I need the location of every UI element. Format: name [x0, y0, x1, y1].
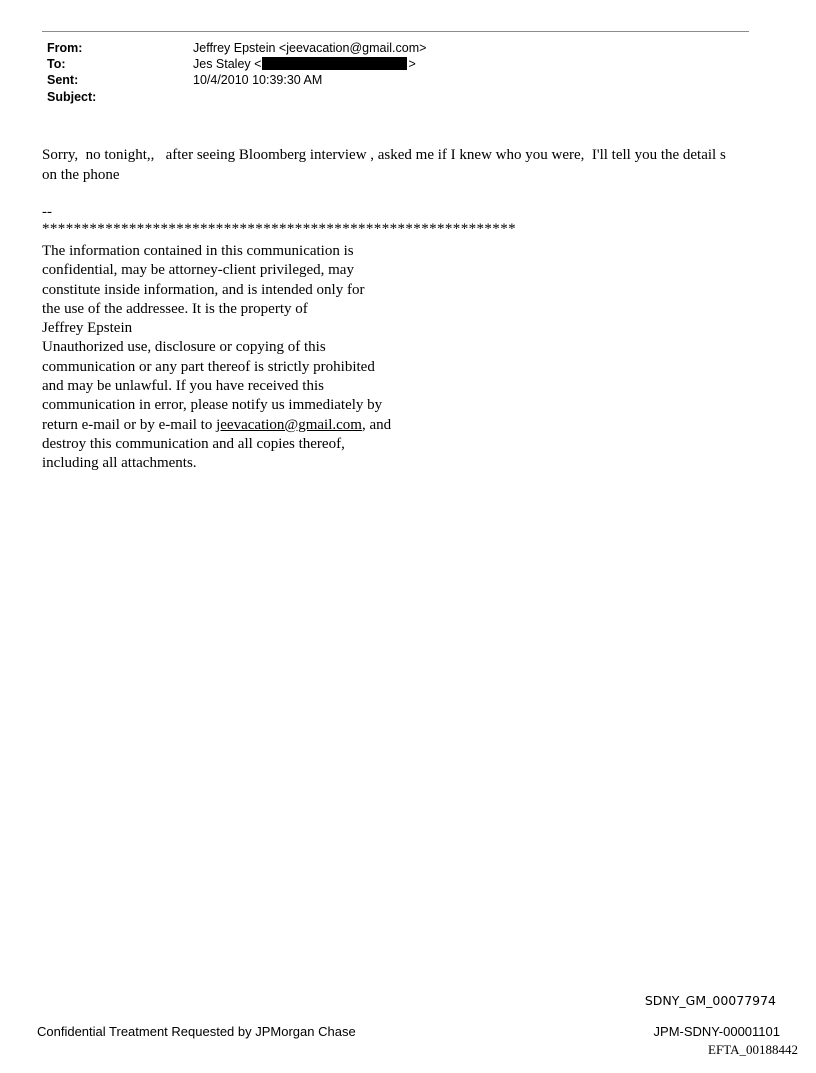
sent-label: Sent:: [47, 73, 79, 87]
signature-stars: ************************************************************: [42, 221, 516, 237]
disclaimer-line: constitute inside information, and is intended only for: [42, 281, 365, 298]
bates-efta: EFTA_00188442: [708, 1042, 798, 1057]
disclaimer-line: destroy this communication and all copies thereof,: [42, 435, 345, 452]
to-value: [193, 57, 416, 71]
to-name: Jes Staley <: [193, 57, 262, 71]
return-prefix: return e-mail or by e-mail to: [42, 416, 217, 433]
disclaimer-line: [42, 416, 391, 435]
disclaimer-line: the use of the addressee. It is the property of: [42, 300, 308, 317]
confidential-note: Confidential Treatment Requested by JPMorgan Chase: [37, 1024, 356, 1039]
bates-jpm: JPM-SDNY-00001101: [653, 1024, 780, 1039]
disclaimer-line: The information contained in this communication is: [42, 243, 354, 259]
return-suffix: , and: [361, 416, 392, 433]
email-link[interactable]: jeevacation@gmail.com: [216, 416, 362, 433]
signature-dash: --: [42, 204, 52, 220]
disclaimer: [42, 242, 391, 474]
subject-label: Subject:: [47, 90, 97, 104]
disclaimer-line: and may be unlawful. If you have received this: [42, 378, 324, 395]
disclaimer-line: communication or any part thereof is strictly prohibited: [42, 358, 375, 375]
disclaimer-line: Jeffrey Epstein: [42, 320, 133, 337]
redaction-bar: [262, 57, 407, 70]
message-line: on the phone: [42, 167, 120, 183]
to-label: To:: [47, 57, 66, 71]
disclaimer-line: including all attachments.: [42, 455, 197, 472]
to-suffix: >: [408, 57, 416, 71]
bates-sdny: SDNY_GM_00077974: [644, 993, 776, 1008]
message-line: Sorry, no tonight,, after seeing Bloomberg interview , asked me if I knew who you were, I'll tell you the detail s: [42, 147, 726, 163]
disclaimer-line: Unauthorized use, disclosure or copying of this: [42, 339, 326, 356]
sent-value: 10/4/2010 10:39:30 AM: [193, 73, 323, 87]
message-body: [42, 145, 757, 185]
disclaimer-line: communication in error, please notify us immediately by: [42, 397, 383, 414]
from-value: Jeffrey Epstein <jeevacation@gmail.com>: [193, 41, 427, 55]
from-label: From:: [47, 41, 83, 55]
disclaimer-line: confidential, may be attorney-client privileged, may: [42, 262, 354, 279]
header-rule: [42, 31, 749, 32]
